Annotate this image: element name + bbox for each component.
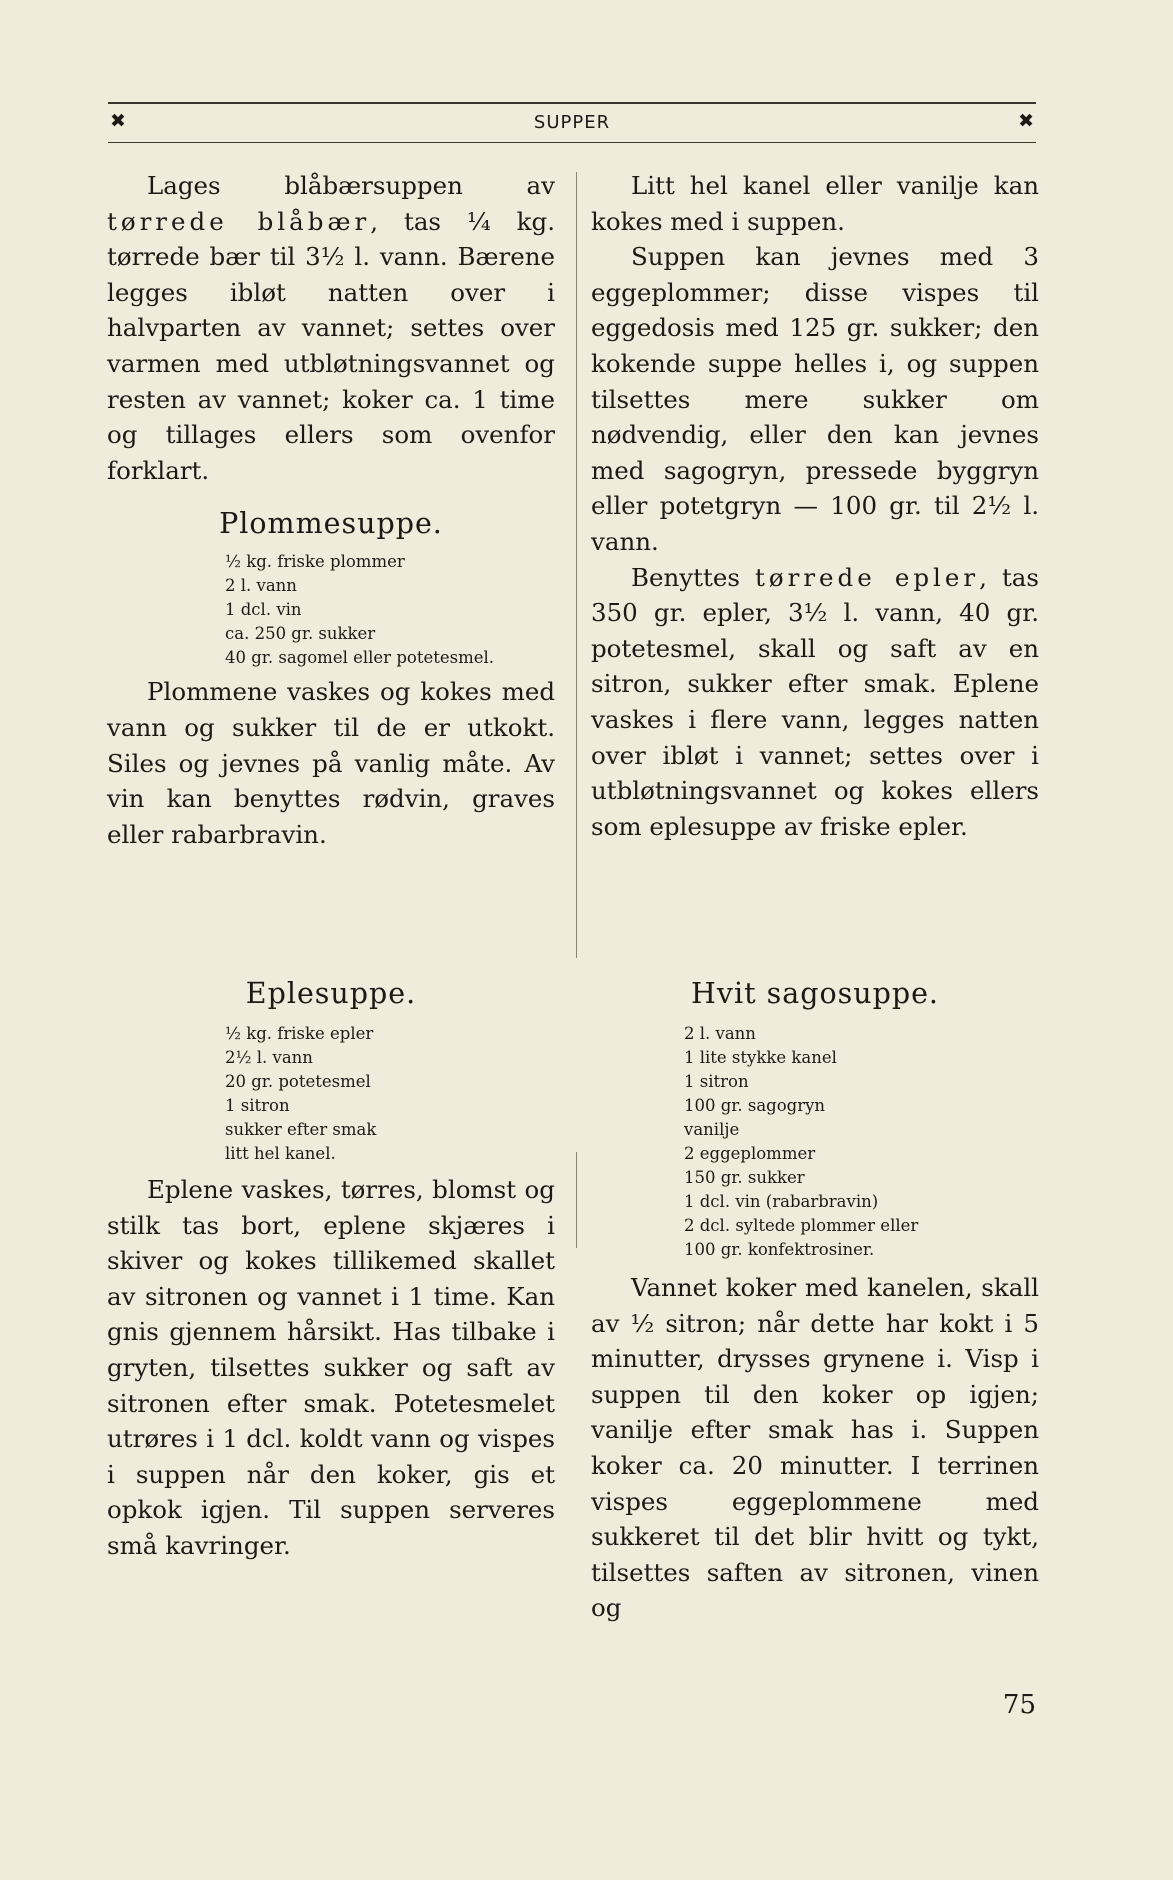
ornament-left: ✖ [110, 110, 126, 132]
ingredient-item: 1 sitron [225, 1096, 290, 1115]
ingredient-item: 2 l. vann [225, 576, 297, 596]
ingredient-item: 20 gr. potetesmel [225, 1072, 371, 1091]
ingredient-item: sukker efter smak [225, 1120, 377, 1139]
plommesuppe-heading: Plommesuppe. [219, 507, 443, 541]
column-rule-bottom [576, 1152, 577, 1248]
ingredient-item: ½ kg. friske epler [225, 1024, 374, 1043]
sagosuppe-heading: Hvit sagosuppe. [691, 977, 939, 1010]
right-column-bottom [591, 970, 1039, 1626]
right-column-top [591, 168, 1039, 844]
eplesuppe-heading: Eplesuppe. [245, 977, 417, 1010]
ingredient-item: 1 dcl. vin (rabarbravin) [684, 1192, 879, 1211]
column-rule-top [576, 172, 577, 958]
torrede-emphasis: tørrede epler [755, 562, 980, 592]
sagosuppe-ingredients [591, 1022, 1039, 1262]
blabaer-text-a: Lages blåbærsuppen av [147, 171, 555, 200]
left-column-top [107, 168, 555, 852]
blabaer-paragraph [107, 168, 555, 488]
eplesuppe-paragraph: Eplene vaskes, tørres, blomst og stilk tas bort, eplene skjæres i skiver og kokes tillikemed skallet av sitronen og vannet i 1 time. Kan gnis gjennem hårsikt. Has tilbake i gryten, tilsettes sukker og saft av sitronen efter smak. Potetesmelet utrøres i 1 dcl. koldt vann og vispes i suppen når den koker, gis et opkok igjen. Til suppen serveres små kavringer. [107, 1175, 555, 1560]
ingredient-item: 1 sitron [684, 1072, 749, 1091]
ingredient-item: 100 gr. sagogryn [684, 1096, 826, 1115]
ingredient-item: litt hel kanel. [225, 1144, 336, 1163]
plommesuppe-ingredients [107, 550, 555, 670]
torrede-text-a: Benyttes [631, 562, 756, 592]
jevning-paragraph: Suppen kan jevnes med 3 eggeplommer; disse vispes til eggedosis med 125 gr. sukker; den kokende suppe helles i, og suppen tilsettes mere sukker om nødvendig, eller den kan jevnes med sagogryn, pressede byggryn eller potetgryn — 100 gr. til 2½ l. vann. [591, 242, 1039, 556]
ingredient-item: 2 l. vann [684, 1024, 756, 1043]
sagosuppe-paragraph: Vannet koker med kanelen, skall av ½ sitron; når dette har kokt i 5 minutter, drysses grynene i. Visp i suppen til den koker op igjen; vanilje efter smak has i. Suppen koker ca. 20 minutter. I terrinen vispes eggeplommene med sukkeret til det blir hvitt og tykt, tilsettes saften av sitronen, vinen og [591, 1273, 1039, 1623]
plommesuppe-paragraph: Plommene vaskes og kokes med vann og sukker til de er utkokt. Siles og jevnes på vanlig måte. Av vin kan benyttes rødvin, graves eller rabarbravin. [107, 677, 555, 849]
ingredient-item: 1 lite stykke kanel [684, 1048, 837, 1067]
ingredient-item: 150 gr. sukker [684, 1168, 805, 1187]
left-column-bottom [107, 970, 555, 1564]
ingredient-item: 1 dcl. vin [225, 600, 302, 620]
ingredient-item: 40 gr. sagomel eller potetesmel. [225, 648, 495, 668]
ingredient-item: 2 eggeplommer [684, 1144, 816, 1163]
ingredient-item: ca. 250 gr. sukker [225, 624, 376, 644]
eplesuppe-ingredients [107, 1022, 555, 1166]
torrede-text-b: , tas 350 gr. epler, 3½ l. vann, 40 gr. potetesmel, skall og saft av en sitron, sukker efter smak. Eplene vaskes i flere vann, legges natten over ibløt i vannet; settes over i utbløtningsvannet og kokes ellers som eplesuppe av friske epler. [591, 562, 1039, 841]
ingredient-item: vanilje [684, 1120, 740, 1139]
torrede-epler-paragraph [591, 560, 1039, 845]
ingredient-item: 100 gr. konfektrosiner. [684, 1240, 875, 1259]
blabaer-emphasis: tørrede blåbær [107, 206, 371, 236]
kanel-paragraph: Litt hel kanel eller vanilje kan kokes med i suppen. [591, 171, 1039, 236]
page-number: 75 [1002, 1690, 1036, 1720]
ingredient-item: ½ kg. friske plommer [225, 552, 405, 572]
header-title: SUPPER [533, 112, 611, 133]
ornament-right: ✖ [1018, 110, 1034, 132]
ingredient-item: 2 dcl. syltede plommer eller [684, 1216, 919, 1235]
blabaer-text-b: , tas ¼ kg. tørrede bær til 3½ l. vann. Bærene legges ibløt natten over i halvparten av vannet; settes over varmen med utbløtningsvannet og resten av vannet; koker ca. 1 time og tillages ellers som ovenfor forklart. [107, 206, 555, 485]
running-header [108, 102, 1036, 143]
ingredient-item: 2½ l. vann [225, 1048, 313, 1067]
